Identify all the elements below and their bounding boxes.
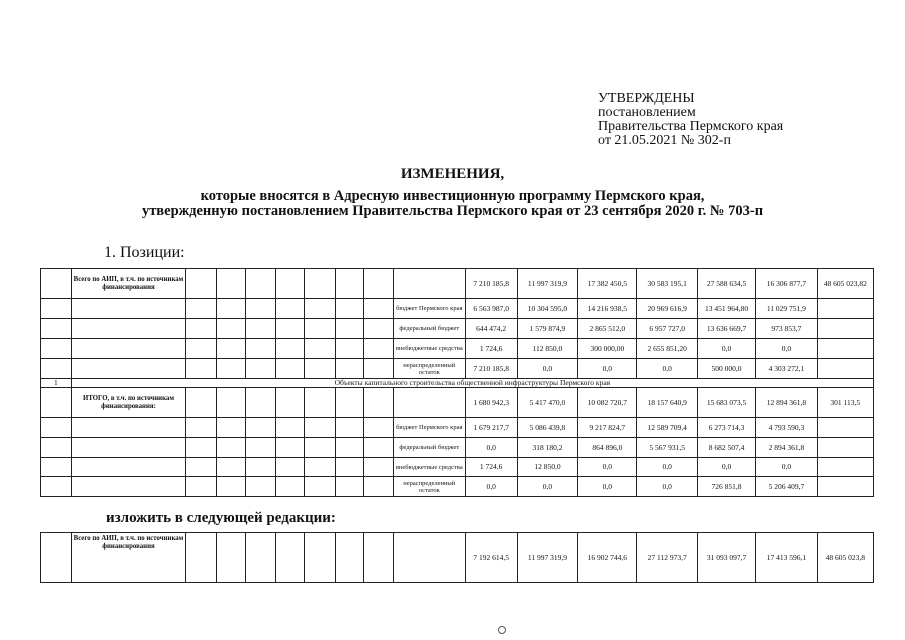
table-cell: 6 563 987,0 xyxy=(465,299,517,319)
table-cell: 5 206 409,7 xyxy=(756,477,817,497)
table-cell: 112 850,0 xyxy=(517,339,577,359)
table-cell: 6 273 714,3 xyxy=(697,418,755,438)
table-row xyxy=(41,438,874,458)
table-cell: 14 216 938,5 xyxy=(578,299,637,319)
table-cell: 1 679 217,7 xyxy=(465,418,517,438)
table-cell: 10 304 595,0 xyxy=(517,299,577,319)
table-cell: 10 082 720,7 xyxy=(578,388,637,418)
section-heading: 1. Позиции: xyxy=(104,244,185,261)
table-cell: 0,0 xyxy=(517,359,577,379)
source-label: внебюджетные средства xyxy=(393,458,465,477)
table-cell: 0,0 xyxy=(517,477,577,497)
table-cell: 0,0 xyxy=(756,339,817,359)
source-label: нераспределенный остаток xyxy=(393,477,465,497)
table-cell: 500 000,0 xyxy=(697,359,755,379)
approval-line-1: УТВЕРЖДЕНЫ xyxy=(598,91,695,106)
table-cell: 12 589 709,4 xyxy=(637,418,697,438)
table-cell: 31 093 097,7 xyxy=(697,533,755,583)
table-cell: 48 605 023,82 xyxy=(817,269,873,299)
table-row xyxy=(41,319,874,339)
table-cell: 18 157 640,9 xyxy=(637,388,697,418)
group-row xyxy=(41,379,874,388)
table-cell: 644 474,2 xyxy=(465,319,517,339)
table-cell: 0,0 xyxy=(697,458,755,477)
table-cell: 16 902 744,6 xyxy=(578,533,637,583)
approval-line-2: постановлением xyxy=(598,105,696,120)
table-cell: 12 850,0 xyxy=(517,458,577,477)
table-cell: 0,0 xyxy=(578,458,637,477)
redaction-heading: изложить в следующей редакции: xyxy=(106,510,336,526)
table-cell: 27 112 973,7 xyxy=(637,533,697,583)
itogo-label: ИТОГО, в т.ч. по источникам финансирования: xyxy=(71,388,186,418)
table-cell: 0,0 xyxy=(756,458,817,477)
table-cell: 301 113,5 xyxy=(817,388,873,418)
table-cell: 4 793 590,3 xyxy=(756,418,817,438)
table-cell: 1 724,6 xyxy=(465,458,517,477)
table-cell: 864 896,0 xyxy=(578,438,637,458)
table-cell: 0,0 xyxy=(637,359,697,379)
table-cell: 15 683 073,5 xyxy=(697,388,755,418)
table-row xyxy=(41,458,874,477)
table-cell: 2 894 361,8 xyxy=(756,438,817,458)
table-cell: 7 192 614,5 xyxy=(465,533,517,583)
table-cell: 1 680 942,3 xyxy=(465,388,517,418)
table-cell: 17 382 450,5 xyxy=(578,269,637,299)
table-cell: 2 655 851,20 xyxy=(637,339,697,359)
table-cell: 300 000,00 xyxy=(578,339,637,359)
total-label: Всего по АИП, в т.ч. по источникам финансирования xyxy=(71,533,186,583)
table-cell: 1 724,6 xyxy=(465,339,517,359)
table-cell: 5 417 470,0 xyxy=(517,388,577,418)
source-label: бюджет Пермского края xyxy=(393,299,465,319)
table-cell: 11 997 319,9 xyxy=(517,269,577,299)
table-cell: 27 588 634,5 xyxy=(697,269,755,299)
table-cell: 8 682 507,4 xyxy=(697,438,755,458)
table-cell: 973 853,7 xyxy=(756,319,817,339)
group-number: 1 xyxy=(41,379,72,388)
table-cell: 11 997 319,9 xyxy=(517,533,577,583)
table-cell: 20 969 616,9 xyxy=(637,299,697,319)
table-cell: 30 583 195,1 xyxy=(637,269,697,299)
document-subtitle-1: которые вносятся в Адресную инвестиционную программу Пермского края, xyxy=(200,188,705,204)
table-cell: 4 303 272,1 xyxy=(756,359,817,379)
table-cell: 12 894 361,8 xyxy=(756,388,817,418)
table-row xyxy=(41,299,874,319)
table-cell: 0,0 xyxy=(637,458,697,477)
table-cell: 9 217 824,7 xyxy=(578,418,637,438)
table-row-total xyxy=(41,533,874,583)
page-marker-icon xyxy=(498,626,506,634)
table-cell: 0,0 xyxy=(465,438,517,458)
table-cell: 13 636 669,7 xyxy=(697,319,755,339)
source-label: нераспределенный остаток xyxy=(393,359,465,379)
source-label: внебюджетные средства xyxy=(393,339,465,359)
source-label: бюджет Пермского края xyxy=(393,418,465,438)
table-cell: 13 451 964,80 xyxy=(697,299,755,319)
source-label: федеральный бюджет xyxy=(393,319,465,339)
table-cell: 0,0 xyxy=(637,477,697,497)
table-cell: 2 865 512,0 xyxy=(578,319,637,339)
approval-block xyxy=(598,92,783,148)
table-cell: 0,0 xyxy=(465,477,517,497)
table-cell: 318 180,2 xyxy=(517,438,577,458)
revised-table xyxy=(40,532,874,583)
approval-line-4: от 21.05.2021 № 302-п xyxy=(598,133,731,148)
table-cell: 7 210 185,8 xyxy=(465,269,517,299)
table-row xyxy=(41,477,874,497)
table-row-itogo xyxy=(41,388,874,418)
approval-line-3: Правительства Пермского края xyxy=(598,119,784,134)
table-row xyxy=(41,418,874,438)
table-cell: 16 306 877,7 xyxy=(756,269,817,299)
table-row xyxy=(41,359,874,379)
group-title: Объекты капитального строительства общественной инфраструктуры Пермского края xyxy=(71,379,873,388)
total-label: Всего по АИП, в т.ч. по источникам финансирования xyxy=(71,269,186,299)
table-cell: 48 605 023,8 xyxy=(817,533,873,583)
table-cell: 11 029 751,9 xyxy=(756,299,817,319)
document-title: ИЗМЕНЕНИЯ, xyxy=(400,166,505,182)
table-cell: 6 957 727,0 xyxy=(637,319,697,339)
table-cell: 0,0 xyxy=(578,477,637,497)
table-cell: 17 413 596,1 xyxy=(756,533,817,583)
source-label: федеральный бюджет xyxy=(393,438,465,458)
table-cell: 5 567 931,5 xyxy=(637,438,697,458)
positions-table xyxy=(40,268,874,497)
table-row xyxy=(41,339,874,359)
table-cell: 1 579 874,9 xyxy=(517,319,577,339)
table-cell: 726 851,8 xyxy=(697,477,755,497)
table-cell: 0,0 xyxy=(578,359,637,379)
document-subtitle-2: утвержденную постановлением Правительства Пермского края от 23 сентября 2020 г. № 703-п xyxy=(141,203,764,219)
table-cell: 0,0 xyxy=(697,339,755,359)
table-cell: 5 086 439,8 xyxy=(517,418,577,438)
table-row-total xyxy=(41,269,874,299)
table-cell: 7 210 185,8 xyxy=(465,359,517,379)
